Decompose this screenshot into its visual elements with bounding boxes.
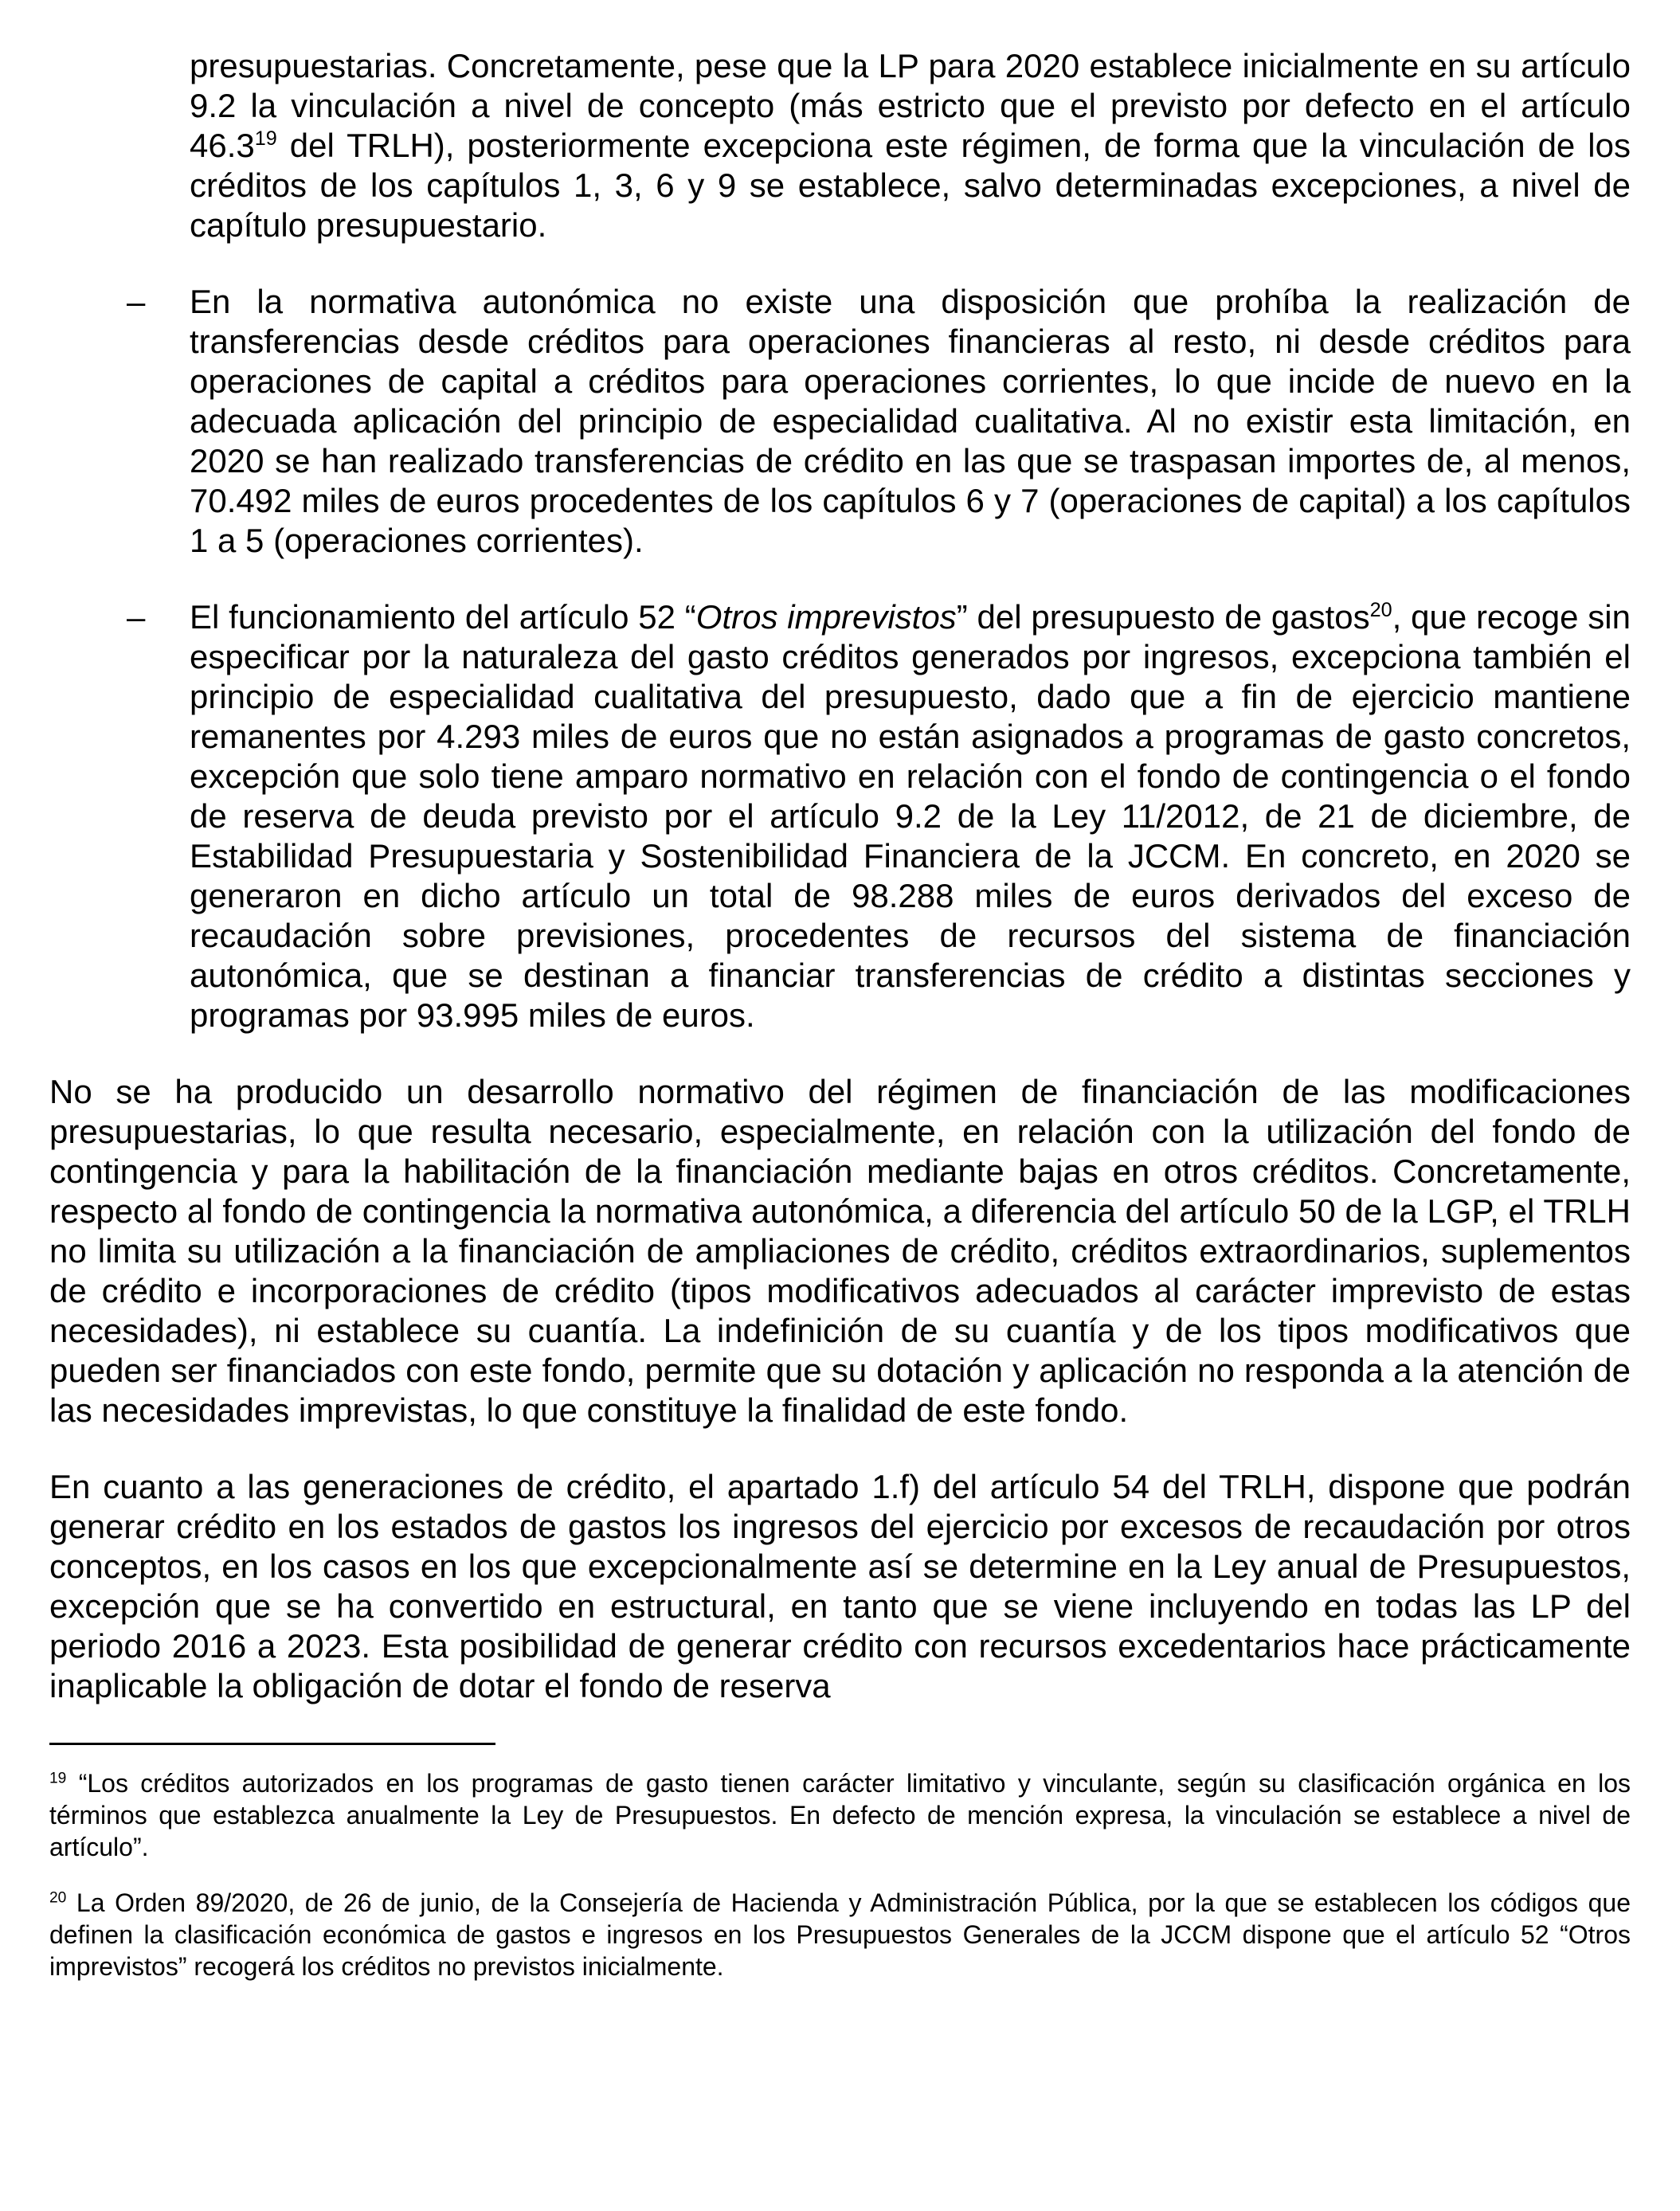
footnote-text: La Orden 89/2020, de 26 de junio, de la Consejería de Hacienda y Administración Pública, por la que se establecen los códigos que definen la clasificación económica de gastos e ingresos en los Presupuestos Generales de la JCCM dispone que el artículo 52 “Otros imprevistos” recogerá los créditos no previstos inicialmente. — [49, 1888, 1631, 1981]
footnote-ref-20: 20 — [1369, 599, 1392, 621]
bullet-text: En la normativa autonómica no existe una disposición que prohíba la realización de transferencias desde créditos para operaciones financieras al resto, ni desde créditos para operaciones de capital a créditos para operaciones corrientes, lo que incide de nuevo en la adecuada aplicación del principio de especialidad cualitativa. Al no existir esta limitación, en 2020 se han realizado transferencias de crédito en las que se traspasan importes de, al menos, 70.492 miles de euros procedentes de los capítulos 6 y 7 (operaciones de capital) a los capítulos 1 a 5 (operaciones corrientes). — [190, 283, 1631, 559]
bullet-item — [49, 282, 1631, 561]
body-text: ” del presupuesto de gastos — [956, 598, 1370, 636]
bullet-item — [49, 597, 1631, 1035]
footnotes-section — [49, 1743, 1631, 1982]
footnote-number: 20 — [49, 1889, 67, 1907]
bullet-marker: – — [127, 598, 146, 636]
footnote — [49, 1887, 1631, 1982]
footnote-ref-19: 19 — [254, 127, 277, 150]
body-text: presupuestarias. Concretamente, pese que la LP para 2020 establece inicialmente en su artículo 9.2 la vinculación a nivel de concepto (más estricto que el previsto por defecto en el artículo 46.3 — [190, 47, 1631, 164]
body-text: del TRLH), posteriormente excepciona este régimen, de forma que la vinculación de los créditos de los capítulos 1, 3, 6 y 9 se establece, salvo determinadas excepciones, a nivel de capítulo presupuestario. — [190, 127, 1631, 244]
footnote-text: “Los créditos autorizados en los programas de gasto tienen carácter limitativo y vinculante, según su clasificación orgánica en los términos que establezca anualmente la Ley de Presupuestos. En defecto de mención expresa, la vinculación se establece a nivel de artículo”. — [49, 1769, 1631, 1861]
italic-term: Otros imprevistos — [695, 598, 957, 636]
footnote-number: 19 — [49, 1770, 67, 1787]
paragraph: En cuanto a las generaciones de crédito, el apartado 1.f) del artículo 54 del TRLH, dispone que podrán generar crédito en los estados de gastos los ingresos del ejercicio por excesos de recaudación por otros conceptos, en los casos en los que excepcionalmente así se determine en la Ley anual de Presupuestos, excepción que se ha convertido en estructural, en tanto que se viene incluyendo en todas las LP del periodo 2016 a 2023. Esta posibilidad de generar crédito con recursos excedentarios hace prácticamente inaplicable la obligación de dotar el fondo de reserva — [49, 1468, 1631, 1704]
footnote — [49, 1767, 1631, 1863]
body-text: , que recoge sin especificar por la naturaleza del gasto créditos generados por ingresos, excepciona también el principio de especialidad cualitativa del presupuesto, dado que a fin de ejercicio mantiene remanentes por 4.293 miles de euros que no están asignados a programas de gasto concretos, excepción que solo tiene amparo normativo en relación con el fondo de contingencia o el fondo de reserva de deuda previsto por el artículo 9.2 de la Ley 11/2012, de 21 de diciembre, de Estabilidad Presupuestaria y Sostenibilidad Financiera de la JCCM. En concreto, en 2020 se generaron en dicho artículo un total de 98.288 miles de euros derivados del exceso de recaudación sobre previsiones, procedentes de recursos del sistema de financiación autonómica, que se destinan a financiar transferencias de crédito a distintas secciones y programas por 93.995 miles de euros. — [190, 598, 1631, 1034]
paragraph: No se ha producido un desarrollo normativo del régimen de financiación de las modificaciones presupuestarias, lo que resulta necesario, especialmente, en relación con la utilización del fondo de contingencia y para la habilitación de la financiación mediante bajas en otros créditos. Concretamente, respecto al fondo de contingencia la normativa autonómica, a diferencia del artículo 50 de la LGP, el TRLH no limita su utilización a la financiación de ampliaciones de crédito, créditos extraordinarios, suplementos de crédito e incorporaciones de crédito (tipos modificativos adecuados al carácter imprevisto de estas necesidades), ni establece su cuantía. La indefinición de su cuantía y de los tipos modificativos que pueden ser financiados con este fondo, permite que su dotación y aplicación no responda a la atención de las necesidades imprevistas, lo que constituye la finalidad de este fondo. — [49, 1073, 1631, 1429]
bullet-text — [190, 597, 1631, 1035]
body-text: El funcionamiento del artículo 52 “ — [190, 598, 696, 636]
paragraph-continuation — [190, 46, 1631, 245]
footnote-separator — [49, 1743, 495, 1745]
bullet-marker: – — [127, 283, 146, 320]
